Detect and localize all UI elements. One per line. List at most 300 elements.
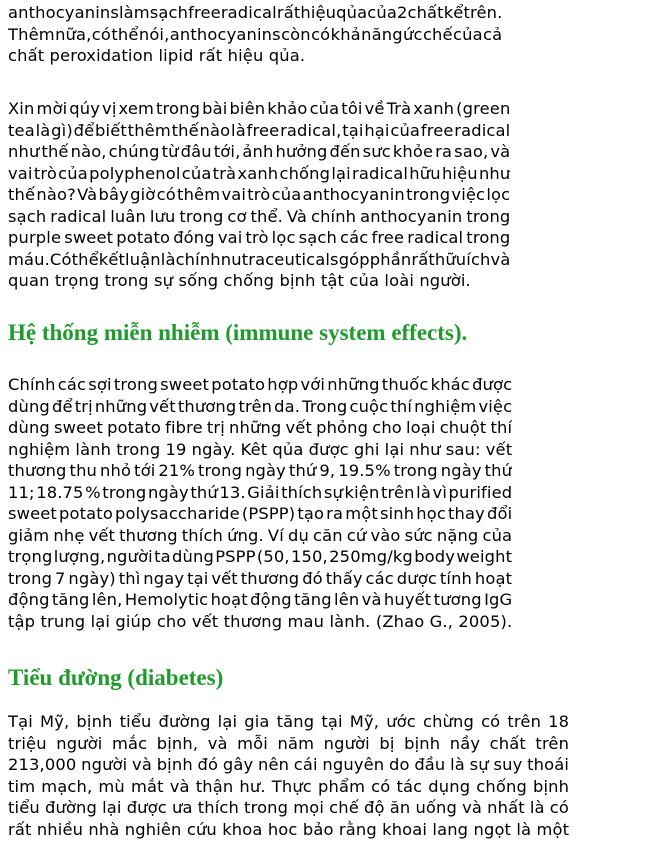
word: % [85, 482, 101, 502]
word: vai [217, 228, 243, 247]
word: 18.75 [36, 482, 84, 502]
word: trọng [8, 547, 53, 566]
word: phẩm [317, 776, 366, 796]
word: radical [454, 120, 511, 140]
word: tim [8, 776, 36, 796]
word: potato [211, 375, 266, 394]
word: cơ [227, 206, 247, 226]
word: còn [281, 24, 311, 44]
word: lại [331, 163, 351, 183]
word: để [73, 120, 95, 140]
word: có [371, 776, 391, 796]
word: Thực [271, 776, 312, 796]
word: vì [432, 482, 447, 502]
word: trò [33, 163, 57, 183]
text-line [8, 439, 512, 461]
word: sao, [454, 142, 489, 161]
word: như [409, 439, 441, 459]
word: thu [69, 461, 98, 480]
word: dụ [287, 525, 309, 545]
word: trong [113, 375, 158, 394]
word: các [365, 568, 394, 588]
word: 19.5% [338, 461, 391, 480]
text-line [8, 227, 510, 249]
word: khảo [267, 99, 308, 118]
word: Hemolytic [124, 590, 209, 609]
word: động [250, 590, 292, 609]
word: hợp [267, 375, 299, 394]
word: dược [396, 568, 437, 588]
word: nguyên [322, 755, 385, 774]
word: căn [313, 525, 343, 545]
word: ngay [143, 568, 185, 588]
word: radical [220, 3, 277, 22]
word: việc [478, 396, 513, 416]
word: huyết [383, 590, 432, 609]
word: trên [507, 712, 542, 731]
word: 19 [165, 439, 187, 459]
word: và [361, 590, 382, 609]
word: qúy [69, 99, 101, 118]
word: PSPP [215, 547, 256, 566]
word: polysaccharide [115, 504, 240, 523]
text-line [8, 98, 510, 120]
word: chính [175, 249, 221, 269]
word: dùng [8, 396, 50, 416]
word: sweet [160, 375, 210, 394]
word: mỗi [237, 733, 268, 753]
word: và [132, 755, 152, 774]
word: với [300, 375, 326, 394]
word: thứ [288, 461, 317, 480]
word: tiểu [8, 798, 40, 817]
word: weight [456, 547, 513, 566]
word: mắc [111, 733, 148, 753]
paragraph-diabetes [8, 711, 569, 840]
word: một [345, 504, 378, 523]
text-line [8, 184, 510, 206]
word: trong [406, 185, 451, 204]
word: những [327, 375, 380, 394]
word: trong [8, 568, 53, 588]
word: làm [118, 3, 150, 22]
text-line [8, 249, 510, 271]
word: cứ [346, 525, 367, 545]
word: chế [329, 798, 359, 817]
word: ngày) [68, 568, 116, 588]
word: chế [422, 24, 453, 44]
word: ưa [171, 798, 193, 817]
word: (green [456, 99, 511, 118]
word: chuột [439, 418, 487, 437]
word: ăn [389, 798, 411, 817]
text-line [8, 460, 512, 482]
word: Chính [8, 375, 56, 394]
word: trong [466, 206, 511, 226]
word: trong [102, 482, 147, 502]
word: IgG [484, 590, 513, 609]
word: Mỹ, [349, 712, 380, 731]
text-line [8, 482, 512, 504]
word: của [390, 120, 421, 140]
word: đầu [414, 755, 446, 774]
word: da. [274, 396, 301, 416]
word: kể [443, 3, 464, 22]
word: dùng [172, 547, 214, 566]
word: ghi [353, 439, 380, 459]
word: sau: [445, 439, 481, 459]
word: tăng [276, 712, 315, 731]
word: và [169, 776, 190, 796]
word: dùng [8, 418, 50, 437]
text-line: quan trọng trong sự sống chống bịnh tật của loài người. [8, 271, 471, 290]
word: là [231, 120, 246, 140]
word: Trà [386, 99, 412, 118]
word: của [453, 24, 483, 44]
word: radical [407, 228, 464, 247]
word: trị [74, 396, 93, 416]
word: của [367, 3, 397, 22]
word: tea [8, 120, 35, 140]
word: những [229, 418, 282, 437]
word: bịnh [404, 733, 441, 753]
word: lọc [271, 228, 296, 247]
word: nhỏ [100, 461, 132, 480]
word: chống [279, 163, 331, 183]
word: thương [8, 461, 67, 480]
word: luân [110, 206, 146, 226]
word: free [420, 120, 454, 140]
word: vị [102, 99, 117, 118]
word: là [160, 249, 176, 269]
word: độ [364, 798, 385, 817]
word: nào? [36, 185, 76, 204]
word: đó [197, 755, 219, 774]
word: đó [302, 568, 323, 588]
word: năng [361, 24, 403, 44]
word: thêm [127, 120, 171, 140]
word: thứ [484, 461, 513, 480]
word: việc [451, 185, 486, 204]
word: hưởng [275, 142, 328, 161]
word: đường [44, 798, 97, 817]
word: biết [95, 120, 127, 140]
word: Và [77, 185, 98, 204]
word: Tại [8, 712, 33, 731]
word: biên [229, 99, 266, 118]
text-line: rất nhiều nhà nghiên cứu khoa hoc bảo rằng khoai lang ngọt là một [8, 819, 570, 839]
word: bịnh [156, 755, 193, 774]
word: sinh [379, 504, 415, 523]
word: tạo [297, 504, 325, 523]
word: radical [352, 163, 409, 183]
word: chính [310, 206, 357, 226]
word: radical [50, 206, 107, 226]
word: các [340, 228, 369, 247]
word: potato [116, 228, 171, 247]
word: body [414, 547, 456, 566]
word: người [56, 733, 103, 753]
word: sweet [54, 418, 103, 437]
word: 18 [548, 712, 570, 731]
word: hại [364, 120, 390, 140]
word: trò [247, 185, 271, 204]
word: uống [415, 798, 457, 817]
text-line [8, 733, 569, 755]
text-line [8, 2, 502, 24]
word: nầy [449, 733, 481, 753]
word: vai [221, 185, 247, 204]
word: hư. [239, 776, 266, 796]
word: qủa [272, 439, 304, 459]
text-line [8, 797, 569, 819]
word: thứ [190, 482, 218, 502]
word: tại [187, 568, 209, 588]
text-line: tập trung lại giúp cho vết thương mau lành. (Zhao G., 2005). [8, 611, 513, 631]
word: thí [490, 418, 513, 437]
text-line [8, 589, 512, 611]
word: động [8, 590, 50, 609]
word: bài [202, 99, 228, 118]
word: nutraceuticals [220, 249, 339, 269]
word: như [478, 163, 511, 183]
word: (PSPP) [241, 504, 296, 523]
word: thương [240, 568, 300, 588]
word: đến [329, 142, 361, 161]
word: nên [257, 755, 290, 774]
word: cả [483, 24, 503, 44]
word: chống [476, 776, 527, 796]
word: đóng [173, 228, 215, 247]
word: 213,000 [8, 755, 77, 774]
word: qủa [336, 3, 368, 22]
text-line [8, 417, 512, 439]
word: mọi [293, 798, 325, 817]
text-line: chất peroxidation lipid rất hiệu qủa. [8, 46, 306, 65]
word: hoạt [210, 590, 248, 609]
word: mắt [130, 776, 164, 796]
word: của [271, 185, 302, 204]
word: loại [406, 418, 436, 437]
word: vai [8, 163, 33, 183]
word: Xin [8, 99, 35, 118]
word: trị [206, 418, 225, 437]
word: Trong [302, 396, 348, 416]
word: 9, [319, 461, 336, 480]
word: sạch [8, 206, 47, 226]
word: 2 [396, 3, 408, 22]
word: ước [386, 712, 416, 731]
word: giờ [130, 185, 156, 204]
word: vết [285, 418, 312, 437]
word: thế [171, 120, 199, 140]
word: thương [177, 396, 237, 416]
word: thích [197, 798, 239, 817]
word: người [106, 547, 153, 566]
word: polyphenol [89, 163, 181, 183]
word: hữu [434, 249, 467, 269]
word: vết [88, 525, 116, 545]
word: của [58, 163, 88, 183]
word: đâu [180, 142, 212, 161]
word: trên [535, 733, 570, 753]
word: mời [36, 99, 68, 118]
word: potato [107, 418, 161, 437]
word: chừng [422, 712, 474, 731]
word: bịnh [533, 776, 570, 796]
word: sweet [8, 504, 57, 523]
word: bây [98, 185, 129, 204]
word: được [126, 798, 167, 817]
word: những [94, 396, 148, 416]
word: năm [277, 733, 315, 753]
word: ta [154, 547, 171, 566]
word: thương [119, 525, 178, 545]
text-line [8, 206, 510, 228]
word: và [462, 798, 483, 817]
word: thể [71, 249, 99, 269]
word: xem [118, 99, 154, 118]
text-line [8, 546, 512, 568]
word: ngày [440, 461, 482, 480]
word: khỏe [392, 142, 434, 161]
word: lên [334, 590, 360, 609]
paragraph-anthocyanins-summary [8, 2, 502, 67]
word: lại [384, 439, 405, 459]
word: suy [493, 755, 523, 774]
word: purple [8, 228, 62, 247]
text-line [8, 711, 569, 733]
word: cuộc [349, 396, 389, 416]
word: sợi [88, 375, 112, 394]
word: kết [98, 249, 126, 269]
word: và [207, 733, 228, 753]
word: trên [380, 482, 415, 502]
word: anthocyanins [169, 24, 281, 44]
word: rất [276, 3, 301, 22]
word: góp [338, 249, 370, 269]
word: mạch, [41, 776, 93, 796]
word: lên, [91, 590, 123, 609]
word: anthocyanin [302, 185, 405, 204]
word: free [371, 228, 405, 247]
word: thuốc [381, 375, 429, 394]
word: Ví [267, 525, 284, 545]
word: của [181, 163, 212, 183]
word: người [81, 755, 128, 774]
word: ra [326, 504, 344, 523]
text-line [8, 776, 569, 798]
section-heading-diabetes: Tiểu đường (diabetes) [8, 665, 224, 690]
word: ứng. [227, 525, 264, 545]
word: vết [485, 439, 513, 459]
word: trong [197, 461, 243, 480]
word: fibre [165, 418, 203, 437]
word: tôi [341, 99, 363, 118]
word: gây [222, 755, 254, 774]
word: sạch [298, 228, 337, 247]
word: tới [134, 461, 156, 480]
word: Và [286, 206, 308, 226]
section-heading-immune-system: Hệ thống miễn nhiễm (immune system effects). [8, 320, 468, 345]
word: có [91, 24, 112, 44]
word: ức [403, 24, 423, 44]
word: thận [195, 776, 234, 796]
word: là [35, 120, 51, 140]
word: Mỹ, [40, 712, 70, 731]
word: phỏng [316, 418, 369, 437]
word: (50, [256, 547, 290, 566]
word: từ [161, 142, 179, 161]
word: có [311, 24, 331, 44]
word: đổi [486, 504, 513, 523]
word: 21% [158, 461, 195, 480]
word: thoái [527, 755, 570, 774]
word: sưc [362, 142, 391, 161]
word: bịnh, [156, 733, 199, 753]
word: xanh [237, 163, 279, 183]
word: như [8, 142, 40, 161]
text-line [8, 503, 512, 525]
word: thêm [177, 185, 221, 204]
word: là [416, 482, 431, 502]
word: là [450, 755, 465, 774]
word: thế [8, 185, 36, 204]
word: khả [330, 24, 361, 44]
word: nào [199, 120, 231, 140]
text-line [8, 525, 512, 547]
word: lành [75, 439, 112, 459]
text-line [8, 568, 512, 590]
word: thí [390, 396, 413, 416]
word: học [416, 504, 446, 523]
word: sự [323, 482, 343, 502]
word: là [529, 798, 545, 817]
word: bịnh [76, 712, 113, 731]
word: tiểu [119, 712, 152, 731]
word: ngày [147, 482, 189, 502]
word: hữu [409, 163, 441, 183]
word: vết [211, 568, 238, 588]
word: phần [369, 249, 412, 269]
word: có [481, 712, 501, 731]
word: dụng [428, 776, 471, 796]
word: thay [448, 504, 485, 523]
word: tương [433, 590, 482, 609]
word: thể. [250, 206, 283, 226]
word: trong [393, 461, 438, 480]
word: nhất [487, 798, 525, 817]
word: Thêm [8, 24, 55, 44]
word: thì [118, 568, 141, 588]
word: hoạt [474, 568, 513, 588]
word: nghiệm [414, 396, 477, 416]
word: triệu [8, 733, 47, 753]
word: sweet [64, 228, 114, 247]
word: nặng [436, 525, 479, 545]
word: hiệu [441, 163, 478, 183]
word: lượng, [53, 547, 106, 566]
word: giảm [8, 525, 50, 545]
word: tăng [51, 590, 90, 609]
word: người [323, 733, 370, 753]
word: potato [59, 504, 113, 523]
word: và [490, 142, 511, 161]
word: rất [411, 249, 435, 269]
word: 13. [219, 482, 246, 502]
word: có [549, 798, 569, 817]
word: sức [404, 525, 433, 545]
